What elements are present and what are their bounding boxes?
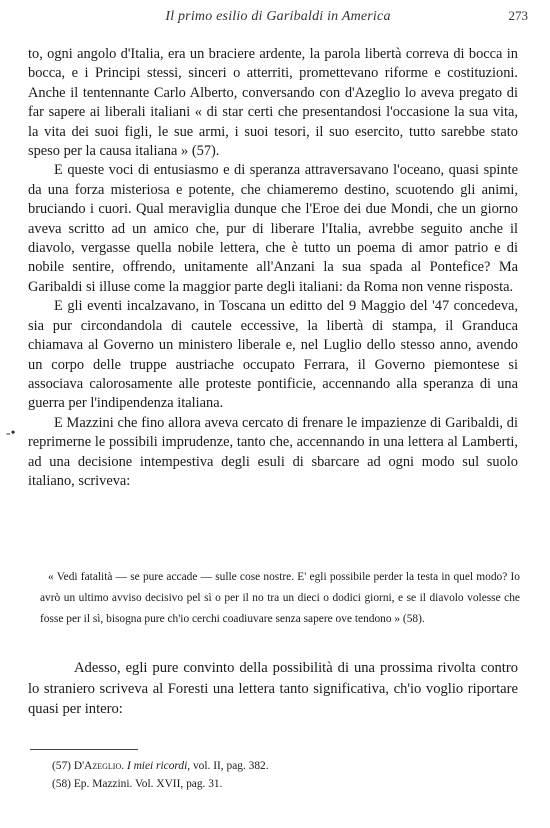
running-header-title: Il primo esilio di Garibaldi in America [165,9,391,24]
block-quote [40,567,520,630]
paragraph-4: E Mazzini che fino allora aveva cercato di frenare le impazienze di Garibaldi, di reprimerne le possibili imprudenze, tanto che, accennando in una lettera al Lamberti, ad una decisione intempestiva degli esuli di sbarcare ad ogni modo sul suolo italiano, scriveva: [28,414,518,489]
page-number: 273 [508,8,528,23]
footnote-57 [52,757,492,775]
footnote-author: Ep. Mazzini. [73,778,133,790]
footnote-ref: Vol. XVII, pag. 31. [135,778,223,790]
paragraph-3: E gli eventi incalzavano, in Toscana un editto del 9 Maggio del '47 concedeva, sia pur circondandola di cautele eccessive, la libertà di stampa, il Granduca chiamava al Governo un ministero liberale e, nel Luglio dello stesso anno, avendo un corpo delle truppe austriache occupato Ferrara, il Governo piemontese si associava calorosamente alle proteste pontificie, accennando alla speranza di una guerra per l'indipendenza italiana. [28,298,518,412]
footnote-rule [30,749,138,750]
footnotes [52,757,492,793]
footnote-number: (57) [52,760,71,772]
paragraph-1: to, ogni angolo d'Italia, era un braciere ardente, la parola libertà correva di bocca in bocca, e i Principi stessi, sinceri o atterriti, promettevano riforme e costituzioni. Anche il tentennante Carlo Alberto, conversando con d'Azeglio lo aveva pregato di far sapere ai liberali italiani « di star certi che presentandosi l'occasione la sua vita, la vita dei suoi figli, le sue armi, i suoi tesori, il suo esercito, tutto sarebbe stato speso per la causa italiana » (57). [28,46,518,160]
paragraph-5: Adesso, egli pure convinto della possibilità di una prossima rivolta contro lo straniero scriveva al Foresti una lettera tanto significativa, ch'io voglio riportare quasi per intero: [28,660,518,717]
margin-mark: -• [6,426,16,441]
footnote-number: (58) [52,778,71,790]
footnote-author: D'Azeglio. [73,760,125,772]
quote-text: « Vedi fatalità — se pure accade — sulle cose nostre. E' egli possibile perder la testa in quel modo? Io avrò un ultimo avviso decisivo pel sì o per il no tra un dieci o dodici giorni, e se il diavolo volesse che fosse per il sì, bisogna pure ch'io cerchi coadiuvare senza sapere ove tendono » (58). [40,571,520,625]
footnote-58 [52,775,492,793]
main-text [28,45,518,491]
running-header [28,6,528,28]
footnote-ref: vol. II, pag. 382. [192,760,269,772]
footnote-title: I miei ricordi, [126,760,191,772]
closing-text [28,658,518,720]
paragraph-2: E queste voci di entusiasmo e di speranza attraversavano l'oceano, quasi spinte da una forza misteriosa e potente, che chiameremo destino, scuotendo gli animi, bruciando i cuori. Qual meraviglia dunque che l'Eroe dei due Mondi, che un giorno aveva scritto ad un amico che, pur di liberare l'Italia, avrebbe seguito anche il diavolo, vergasse quella nobile lettera, che è tutto un poema di amor patrio e di nobile sentire, offrendo, unitamente all'Anzani la sua spada al Pontefice? Ma Garibaldi si illuse come la maggior parte degli italiani: da Roma non venne risposta. [28,162,518,295]
